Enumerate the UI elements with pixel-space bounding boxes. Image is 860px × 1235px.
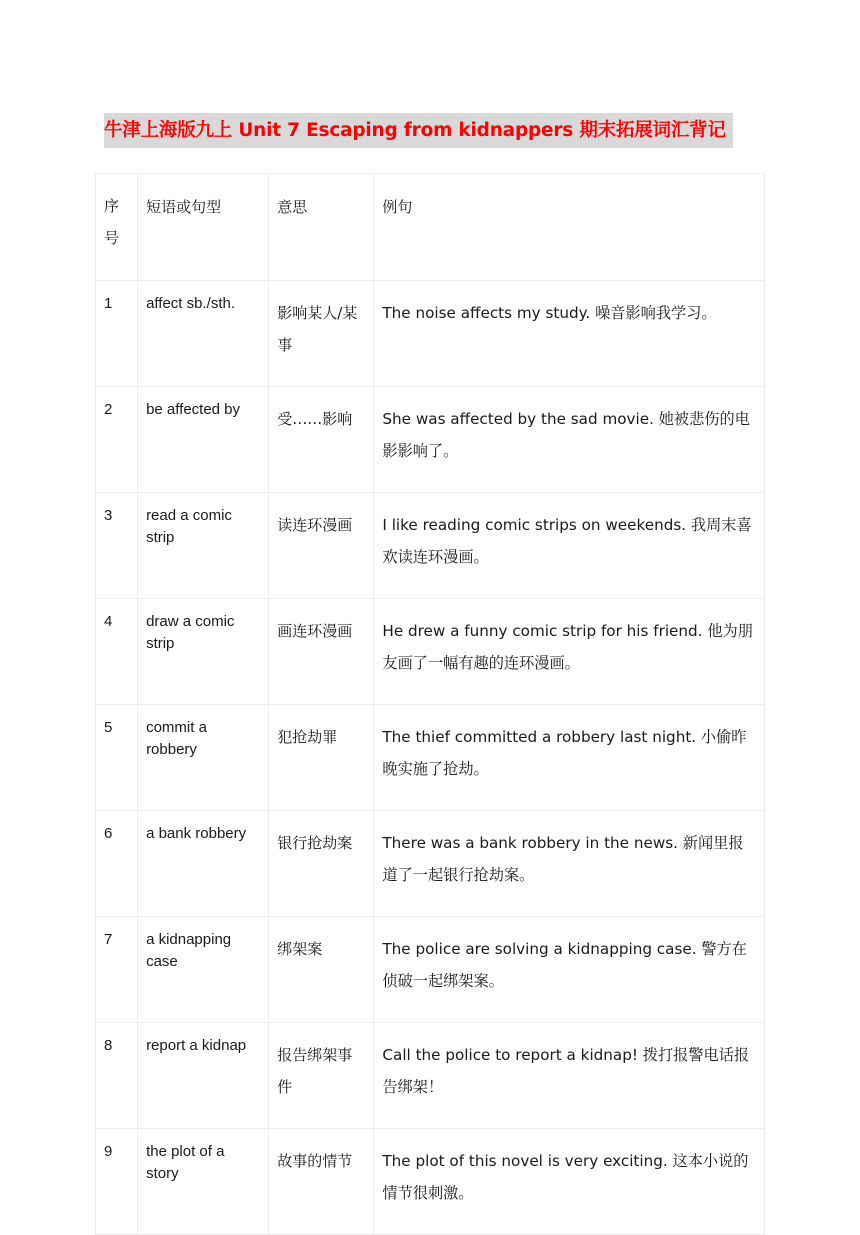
table-row bbox=[96, 917, 765, 1023]
row-meaning: 绑架案 bbox=[269, 917, 374, 1023]
table-header-row bbox=[96, 174, 765, 281]
row-phrase: the plot of a story bbox=[138, 1129, 269, 1235]
row-example: I like reading comic strips on weekends. 我周末喜欢读连环漫画。 bbox=[374, 493, 765, 599]
row-phrase: report a kidnap bbox=[138, 1023, 269, 1129]
row-meaning: 犯抢劫罪 bbox=[269, 705, 374, 811]
header-number: 序号 bbox=[96, 174, 138, 281]
row-phrase: a kidnapping case bbox=[138, 917, 269, 1023]
header-meaning: 意思 bbox=[269, 174, 374, 281]
row-number: 5 bbox=[96, 705, 138, 811]
table-row bbox=[96, 387, 765, 493]
row-meaning: 受……影响 bbox=[269, 387, 374, 493]
row-example: The thief committed a robbery last night. 小偷昨晚实施了抢劫。 bbox=[374, 705, 765, 811]
table-row bbox=[96, 493, 765, 599]
row-number: 8 bbox=[96, 1023, 138, 1129]
row-phrase: a bank robbery bbox=[138, 811, 269, 917]
table-row bbox=[96, 1023, 765, 1129]
page-title: 牛津上海版九上 Unit 7 Escaping from kidnappers 期末拓展词汇背记 bbox=[104, 113, 733, 148]
header-example: 例句 bbox=[374, 174, 765, 281]
row-number: 3 bbox=[96, 493, 138, 599]
table-row bbox=[96, 1129, 765, 1235]
row-phrase: commit a robbery bbox=[138, 705, 269, 811]
row-example: The police are solving a kidnapping case. 警方在侦破一起绑架案。 bbox=[374, 917, 765, 1023]
row-number: 9 bbox=[96, 1129, 138, 1235]
table-row bbox=[96, 599, 765, 705]
vocabulary-table bbox=[95, 173, 765, 1235]
row-phrase: affect sb./sth. bbox=[138, 281, 269, 387]
row-meaning: 画连环漫画 bbox=[269, 599, 374, 705]
row-meaning: 读连环漫画 bbox=[269, 493, 374, 599]
row-example: He drew a funny comic strip for his friend. 他为朋友画了一幅有趣的连环漫画。 bbox=[374, 599, 765, 705]
row-example: Call the police to report a kidnap! 拨打报警电话报告绑架！ bbox=[374, 1023, 765, 1129]
row-example: She was affected by the sad movie. 她被悲伤的电影影响了。 bbox=[374, 387, 765, 493]
table-row bbox=[96, 811, 765, 917]
row-number: 7 bbox=[96, 917, 138, 1023]
row-example: The noise affects my study. 噪音影响我学习。 bbox=[374, 281, 765, 387]
row-phrase: draw a comic strip bbox=[138, 599, 269, 705]
table-row bbox=[96, 281, 765, 387]
row-number: 4 bbox=[96, 599, 138, 705]
row-meaning: 影响某人/某事 bbox=[269, 281, 374, 387]
row-number: 6 bbox=[96, 811, 138, 917]
row-meaning: 故事的情节 bbox=[269, 1129, 374, 1235]
row-number: 2 bbox=[96, 387, 138, 493]
row-meaning: 报告绑架事件 bbox=[269, 1023, 374, 1129]
row-phrase: read a comic strip bbox=[138, 493, 269, 599]
row-number: 1 bbox=[96, 281, 138, 387]
row-example: There was a bank robbery in the news. 新闻里报道了一起银行抢劫案。 bbox=[374, 811, 765, 917]
row-phrase: be affected by bbox=[138, 387, 269, 493]
row-meaning: 银行抢劫案 bbox=[269, 811, 374, 917]
row-example: The plot of this novel is very exciting. 这本小说的情节很刺激。 bbox=[374, 1129, 765, 1235]
table-row bbox=[96, 705, 765, 811]
header-phrase: 短语或句型 bbox=[138, 174, 269, 281]
